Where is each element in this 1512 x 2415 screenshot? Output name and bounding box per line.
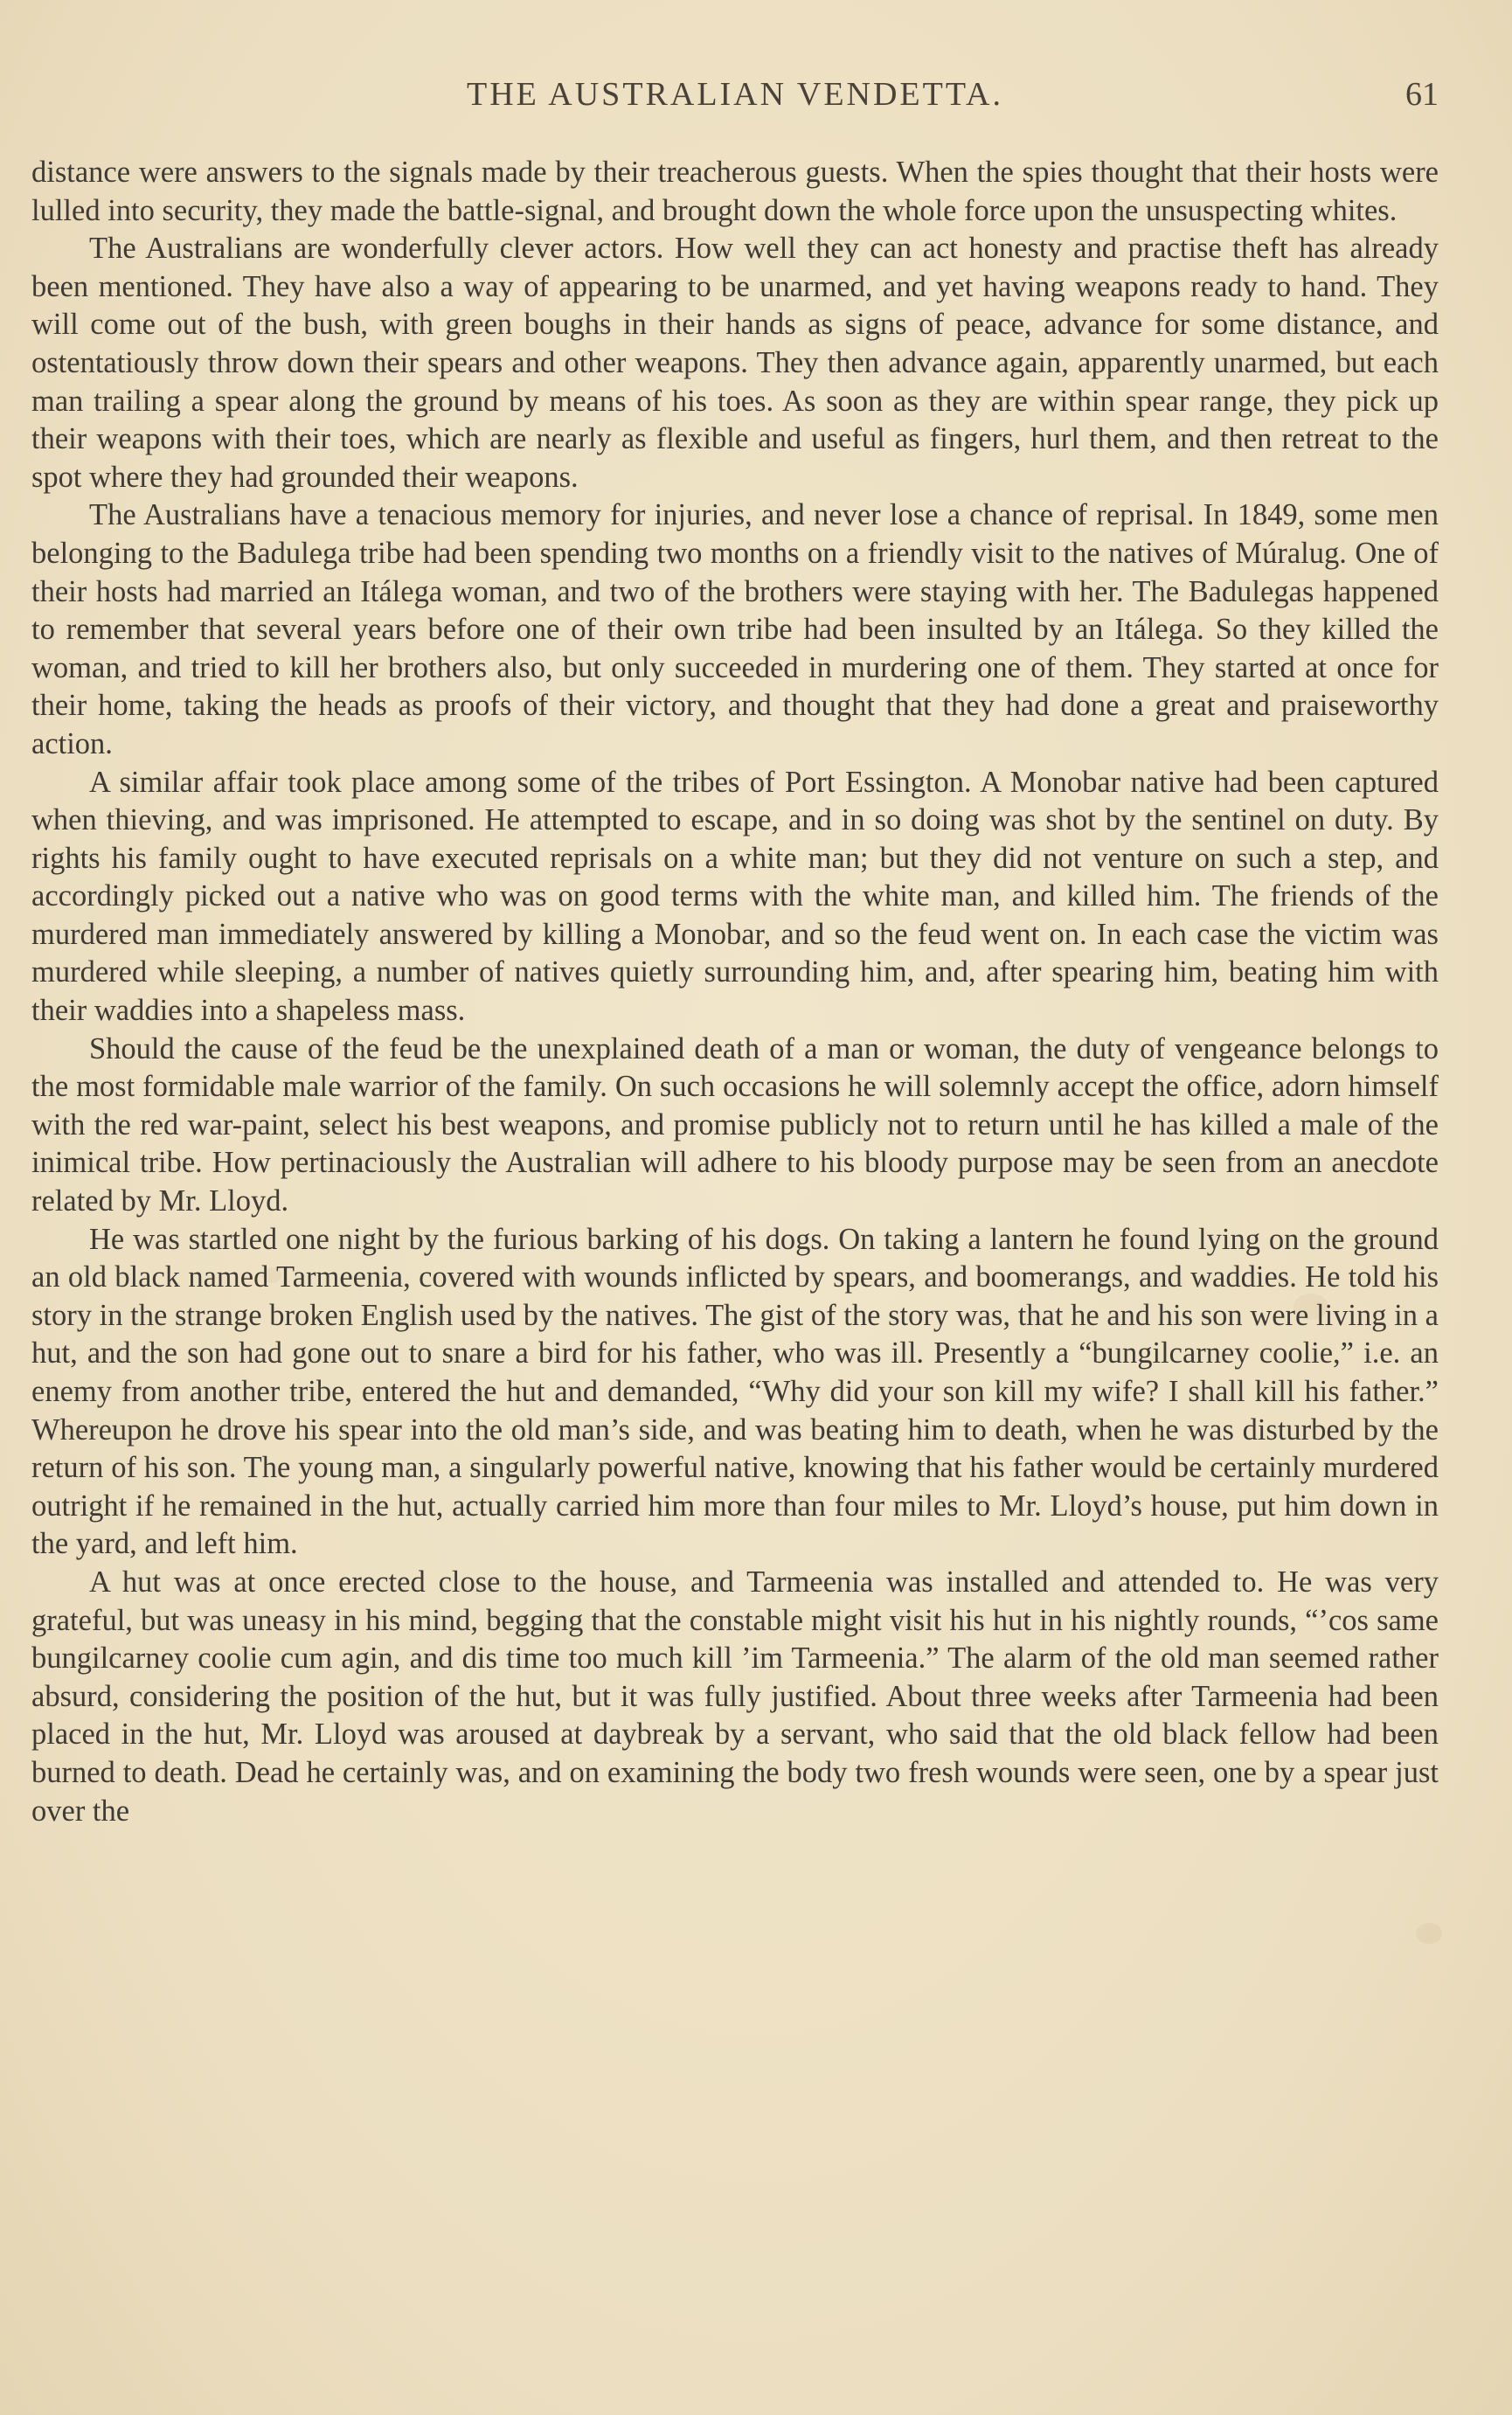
paper-stain [1416, 1923, 1442, 1944]
paragraph-6: He was startled one night by the furious barking of his dogs. On taking a lantern he found lying on the ground an old black named Tarmeenia, covered with wounds inflicted by spears, and boomerangs, and waddies. He told his story in the strange broken English used by the natives. The gist of the story was, that he and his son were living in a hut, and the son had gone out to snare a bird for his father, who was ill. Presently a “bungilcarney coolie,” i.e. an enemy from another tribe, entered the hut and demanded, “Why did your son kill my wife? I shall kill his father.” Whereupon he drove his spear into the old man’s side, and was beating him to death, when he was disturbed by the return of his son. The young man, a singularly powerful native, knowing that his father would be certainly murdered outright if he remained in the hut, actually carried him more than four miles to Mr. Lloyd’s house, put him down in the yard, and left him. [31, 1222, 1439, 1561]
paragraph-2: The Australians are wonderfully clever actors. How well they can act honesty and practise theft has already been mentioned. They have also a way of appearing to be unarmed, and yet having weapons ready to hand. They will come out of the bush, with green boughs in their hands as signs of peace, advance for some distance, and ostentatiously throw down their spears and other weapons. They then advance again, apparently unarmed, but each man trailing a spear along the ground by means of his toes. As soon as they are within spear range, they pick up their weapons with their toes, which are nearly as flexible and useful as fingers, hurl them, and then retreat to the spot where they had grounded their weapons. [31, 232, 1439, 494]
paragraph-7: A hut was at once erected close to the house, and Tarmeenia was installed and attended to. He was very grateful, but was uneasy in his mind, begging that the constable might visit his hut in his nightly rounds, “’cos same bungilcarney coolie cum agin, and dis time too much kill ’im Tarmeenia.” The alarm of the old man seemed rather absurd, considering the position of the hut, but it was fully justified. About three weeks after Tarmeenia had been placed in the hut, Mr. Lloyd was aroused at daybreak by a servant, who said that the old black fellow had been burned to death. Dead he certainly was, and on examining the body two fresh wounds were seen, one by a spear just over the [31, 1565, 1439, 1828]
paragraph-5: Should the cause of the feud be the unexplained death of a man or woman, the duty of vengeance belongs to the most formidable male warrior of the family. On such occasions he will solemnly accept the office, adorn himself with the red war-paint, select his best weapons, and promise publicly not to return until he has killed a male of the inimical tribe. How pertinaciously the Australian will adhere to his bloody purpose may be seen from an anecdote related by Mr. Lloyd. [31, 1031, 1439, 1218]
paragraph-4: A similar affair took place among some of the tribes of Port Essington. A Monobar native had been captured when thieving, and was imprisoned. He attempted to escape, and in so doing was shot by the sentinel on duty. By rights his family ought to have executed reprisals on a white man; but they did not venture on such a step, and accordingly picked out a native who was on good terms with the white man, and killed him. The friends of the murdered man immediately answered by killing a Monobar, and so the feud went on. In each case the victim was murdered while sleeping, a number of natives quietly surrounding him, and, after spearing him, beating him with their waddies into a shapeless mass. [31, 765, 1439, 1028]
page-number: 61 [1405, 76, 1439, 113]
body-text [31, 154, 1439, 1830]
running-title: THE AUSTRALIAN VENDETTA. [467, 76, 1003, 113]
running-header [31, 75, 1439, 128]
paragraph-1: distance were answers to the signals made by their treacherous guests. When the spies thought that their hosts were lulled into security, they made the battle-signal, and brought down the whole force upon the unsuspecting whites. [31, 156, 1439, 227]
paragraph-3: The Australians have a tenacious memory for injuries, and never lose a chance of reprisal. In 1849, some men belonging to the Badulega tribe had been spending two months on a friendly visit to the natives of Múralug. One of their hosts had married an Itálega woman, and two of the brothers were staying with her. The Badulegas happened to remember that several years before one of their own tribe had been insulted by an Itálega. So they killed the woman, and tried to kill her brothers also, but only succeeded in murdering one of them. They started at once for their home, taking the heads as proofs of their victory, and thought that they had done a great and praiseworthy action. [31, 498, 1439, 760]
